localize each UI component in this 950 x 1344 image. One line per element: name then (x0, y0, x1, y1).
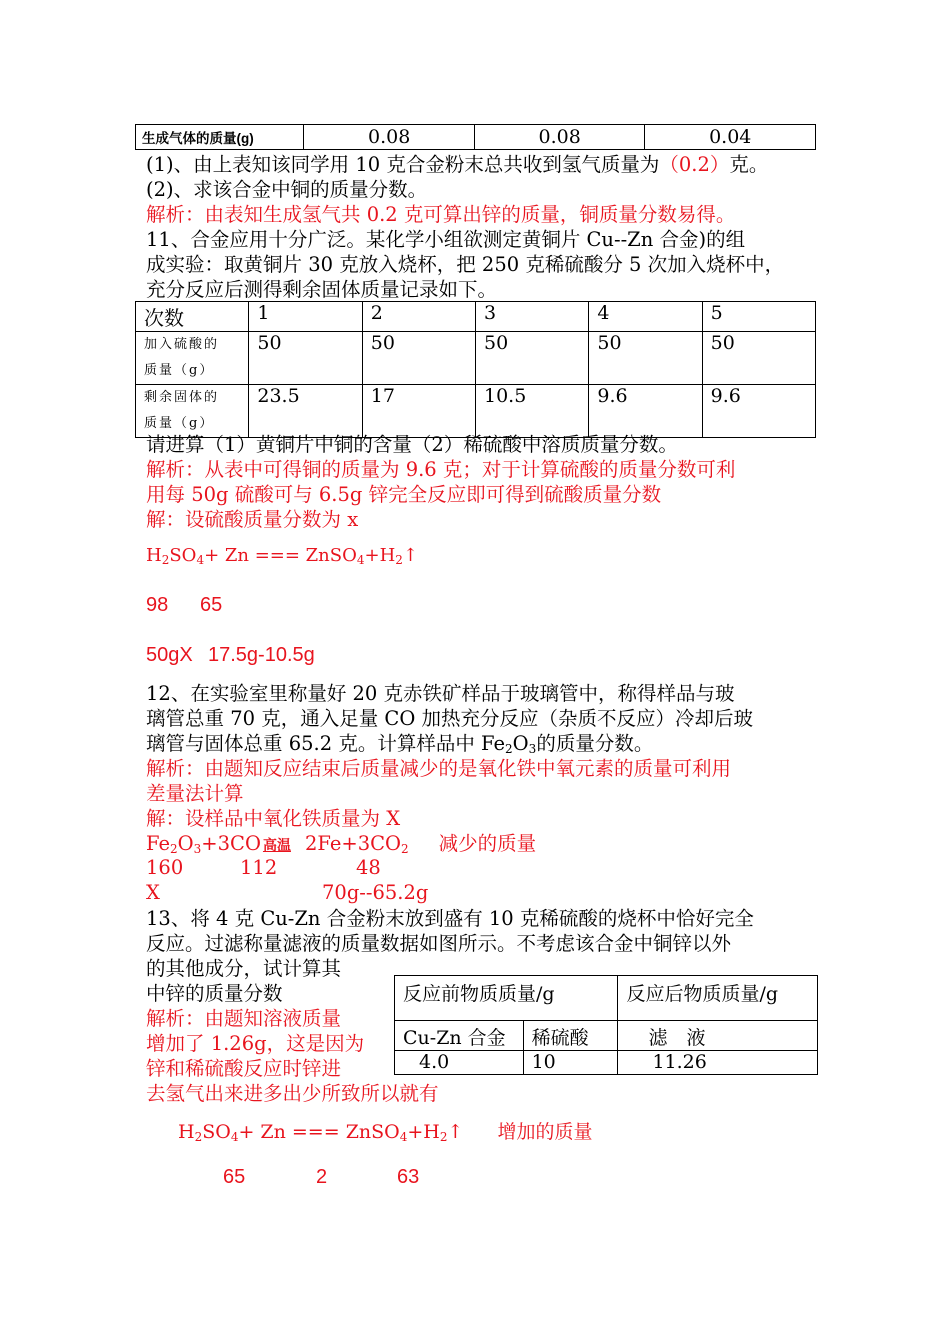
table-row (136, 302, 816, 332)
label-line: 剩余固体的 (144, 390, 220, 405)
table-cell: 11.26 (618, 1051, 818, 1075)
eq-sub: 2 (439, 1130, 448, 1144)
table-cell: 50 (249, 332, 362, 385)
answer-text: （0.2） (659, 153, 730, 176)
table-cell: 3 (475, 302, 588, 332)
table-cell: 滤 液 (618, 1021, 818, 1051)
eq-note: 增加的质量 (497, 1121, 593, 1143)
filtrate-mass-table (394, 975, 818, 1075)
q11-line-1: 11、合金应用十分广泛。某化学小组欲测定黄铜片 Cu--Zn 合金)的组 (146, 228, 746, 251)
reaction-condition: 高温 (262, 838, 291, 854)
table-cell: Cu-Zn 合金 (395, 1021, 524, 1051)
q13-num-2: 2 (316, 1166, 328, 1188)
q13-num-63: 63 (397, 1166, 420, 1188)
q12-num-x: X (146, 881, 160, 904)
text-sub: 2 (505, 742, 513, 756)
table-cell: 2 (362, 302, 475, 332)
table-row (395, 1021, 818, 1051)
eq-text: + Zn === ZnSO (238, 1121, 400, 1143)
q13-num-65: 65 (223, 1166, 246, 1188)
eq-text: SO (169, 545, 197, 566)
q11-num-50gx: 50gX (146, 644, 193, 666)
eq-text: +H (407, 1121, 440, 1143)
q11-num-98: 98 (146, 594, 169, 616)
q13-analysis-1: 解析：由题知溶液质量 (146, 1007, 342, 1030)
eq-text: +H (364, 545, 396, 566)
eq-sub: 2 (194, 1130, 203, 1144)
q13-line-4: 中锌的质量分数 (146, 982, 283, 1005)
q11-solution: 解：设硫酸质量分数为 x (146, 508, 359, 531)
table-cell: 5 (702, 302, 815, 332)
text: 璃管与固体总重 65.2 克。计算样品中 Fe (146, 732, 506, 755)
eq-sub: 4 (356, 553, 365, 567)
table-cell: 稀硫酸 (523, 1021, 618, 1051)
label-line: 质量（g） (144, 363, 215, 378)
q13-analysis-3: 锌和稀硫酸反应时锌进 (146, 1057, 342, 1080)
eq-sub: 4 (399, 1130, 408, 1144)
eq-sub: 4 (196, 553, 205, 567)
eq-text: 2Fe+3CO (304, 832, 402, 855)
text-sub: 3 (528, 742, 537, 756)
text: (1)、由上表知该同学用 10 克合金粉末总共收到氢气质量为 (146, 153, 660, 176)
eq-sub: 3 (193, 842, 202, 856)
text: 的质量分数。 (536, 732, 654, 755)
q12-equation (146, 831, 536, 859)
table-cell: 23.5 (249, 385, 362, 438)
q11-analysis-2: 用每 50g 硫酸可与 6.5g 锌完全反应即可得到硫酸质量分数 (146, 483, 662, 506)
eq-text: ↑ (402, 545, 419, 566)
table-header-cell: 次数 (136, 302, 249, 332)
table-cell: 4 (589, 302, 702, 332)
eq-note: 减少的质量 (438, 832, 537, 855)
table-row-label (136, 332, 249, 385)
table-cell: 0.08 (474, 125, 645, 150)
table-row (395, 976, 818, 1021)
table-row-label (136, 385, 249, 438)
q10-line-1 (146, 152, 768, 177)
q10-analysis: 解析：由表知生成氢气共 0.2 克可算出锌的质量，铜质量分数易得。 (146, 203, 736, 226)
q12-analysis-2: 差量法计算 (146, 782, 244, 805)
table-cell: 50 (475, 332, 588, 385)
q13-line-3: 的其他成分，试计算其 (146, 957, 342, 980)
eq-text: H (146, 545, 162, 566)
text: 克。 (729, 153, 769, 176)
eq-sub: 4 (230, 1130, 239, 1144)
eq-text: ↑ (447, 1121, 464, 1143)
q12-line-3 (146, 731, 653, 756)
table-cell: 9.6 (702, 385, 815, 438)
q12-num-48: 48 (356, 856, 381, 879)
table-cell: 9.6 (589, 385, 702, 438)
eq-text: Fe (146, 832, 171, 855)
table-cell: 1 (249, 302, 362, 332)
eq-text: SO (202, 1121, 231, 1143)
eq-sub: 2 (170, 842, 178, 856)
table-cell: 0.04 (645, 125, 816, 150)
q12-num-160: 160 (146, 856, 184, 879)
q11-line-2: 成实验：取黄铜片 30 克放入烧杯，把 250 克稀硫酸分 5 次加入烧杯中， (146, 253, 785, 276)
q11-num-diff: 17.5g-10.5g (208, 644, 315, 666)
q13-analysis-4: 去氢气出来进多出少所致所以就有 (146, 1082, 439, 1105)
q12-num-diff: 70g--65.2g (322, 881, 429, 904)
eq-text: + Zn === ZnSO (204, 545, 357, 566)
table-cell: 10 (523, 1051, 618, 1075)
q12-num-112: 112 (240, 856, 278, 879)
q12-line-2: 璃管总重 70 克，通入足量 CO 加热充分反应（杂质不反应）冷却后玻 (146, 707, 754, 730)
q11-analysis-1: 解析：从表中可得铜的质量为 9.6 克；对于计算硫酸的质量分数可利 (146, 458, 736, 481)
table-row (136, 385, 816, 438)
eq-text: H (178, 1121, 195, 1143)
table-header-cell: 反应后物质质量/g (618, 976, 818, 1021)
eq-sub: 2 (401, 842, 409, 856)
label-line: 质量（g） (144, 416, 215, 431)
eq-sub: 2 (395, 553, 403, 567)
table-cell: 50 (702, 332, 815, 385)
table-cell: 50 (589, 332, 702, 385)
q12-analysis-1: 解析：由题知反应结束后质量减少的是氧化铁中氧元素的质量可利用 (146, 757, 732, 780)
label-line: 加入硫酸的 (144, 337, 220, 352)
table-header-cell: 生成气体的质量(g) (136, 125, 304, 150)
q11-equation (146, 545, 418, 566)
table-cell: 4.0 (395, 1051, 524, 1075)
eq-text: +3CO (201, 832, 261, 855)
text: O (512, 732, 529, 755)
q11-question: 请进算（1）黄铜片中铜的含量（2）稀硫酸中溶质质量分数。 (146, 433, 678, 456)
table-row (136, 125, 816, 150)
table-row (395, 1051, 818, 1075)
table-header-cell: 反应前物质质量/g (395, 976, 618, 1021)
q13-analysis-2: 增加了 1.26g，这是因为 (146, 1032, 365, 1055)
eq-text: O (177, 832, 194, 855)
q12-solution: 解：设样品中氧化铁质量为 X (146, 807, 401, 830)
table-row (136, 332, 816, 385)
table-cell: 17 (362, 385, 475, 438)
table-cell: 0.08 (304, 125, 475, 150)
q11-num-65: 65 (200, 594, 223, 616)
brass-data-table (135, 301, 816, 438)
q13-line-1: 13、将 4 克 Cu-Zn 合金粉末放到盛有 10 克稀硫酸的烧杯中恰好完全 (146, 907, 754, 930)
table-cell: 10.5 (475, 385, 588, 438)
eq-sub: 2 (161, 553, 170, 567)
q13-equation (178, 1117, 592, 1144)
q11-line-3: 充分反应后测得剩余固体质量记录如下。 (146, 278, 498, 301)
q13-line-2: 反应。过滤称量滤液的质量数据如图所示。不考虑该合金中铜锌以外 (146, 932, 732, 955)
gas-mass-table (135, 124, 816, 150)
q12-line-1: 12、在实验室里称量好 20 克赤铁矿样品于玻璃管中，称得样品与玻 (146, 682, 735, 705)
q10-line-2: (2)、求该合金中铜的质量分数。 (146, 178, 428, 201)
table-cell: 50 (362, 332, 475, 385)
